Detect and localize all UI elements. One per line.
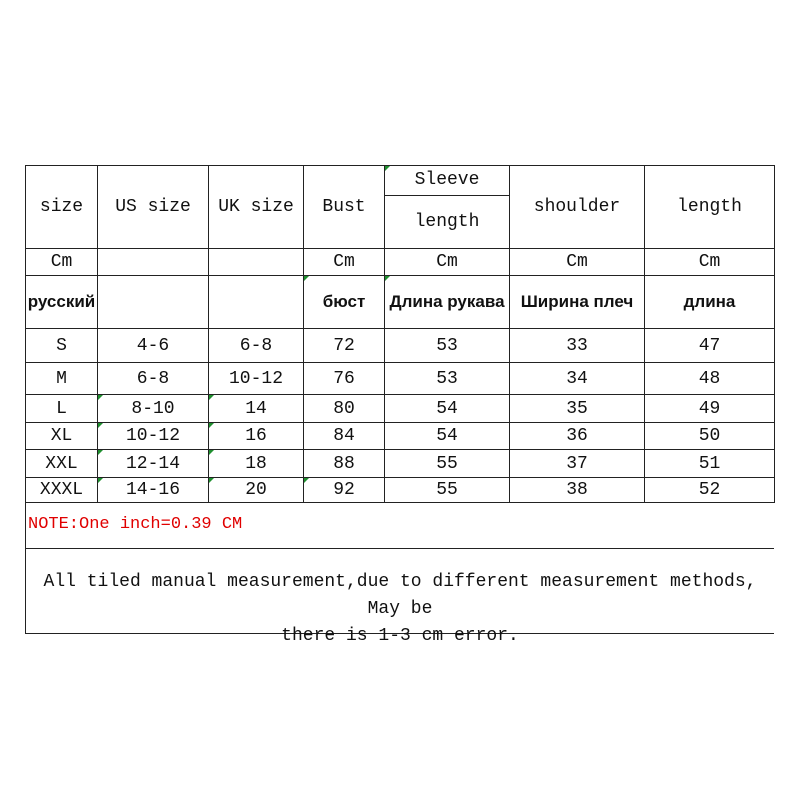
header-us-size: US size xyxy=(98,166,209,249)
header-uk-size: UK size xyxy=(209,166,304,249)
note-row xyxy=(25,501,774,549)
table-row xyxy=(26,329,775,363)
cell-bust: 84 xyxy=(304,423,385,450)
ru-shoulder: Ширина плеч xyxy=(510,276,645,329)
cell-uk-size: 18 xyxy=(209,450,304,478)
cell-shoulder: 35 xyxy=(510,395,645,423)
ru-length: длина xyxy=(645,276,775,329)
table-row xyxy=(26,450,775,478)
header-sleeve-top: Sleeve xyxy=(385,166,509,196)
cell-us-size: 4-6 xyxy=(98,329,209,363)
cell-uk-size: 10-12 xyxy=(209,363,304,395)
cell-us-size: 10-12 xyxy=(98,423,209,450)
cell-sleeve: 55 xyxy=(385,478,510,503)
cell-sleeve: 53 xyxy=(385,329,510,363)
cell-length: 50 xyxy=(645,423,775,450)
header-length: length xyxy=(645,166,775,249)
cell-sleeve: 54 xyxy=(385,423,510,450)
cell-us-size: 14-16 xyxy=(98,478,209,503)
cell-uk-size: 16 xyxy=(209,423,304,450)
cell-bust: 80 xyxy=(304,395,385,423)
unit-row xyxy=(26,249,775,276)
ru-us-size xyxy=(98,276,209,329)
cell-shoulder: 33 xyxy=(510,329,645,363)
cell-length: 47 xyxy=(645,329,775,363)
cell-uk-size: 6-8 xyxy=(209,329,304,363)
cell-shoulder: 38 xyxy=(510,478,645,503)
ru-uk-size xyxy=(209,276,304,329)
table-row xyxy=(26,423,775,450)
size-chart xyxy=(25,165,774,646)
cell-size: S xyxy=(26,329,98,363)
russian-row xyxy=(26,276,775,329)
cell-us-size: 6-8 xyxy=(98,363,209,395)
header-size: size xyxy=(26,166,98,249)
cell-bust: 76 xyxy=(304,363,385,395)
cell-length: 49 xyxy=(645,395,775,423)
unit-bust: Cm xyxy=(304,249,385,276)
cell-shoulder: 34 xyxy=(510,363,645,395)
cell-size: L xyxy=(26,395,98,423)
cell-size: XL xyxy=(26,423,98,450)
table-row xyxy=(26,478,775,503)
header-sleeve-length: length xyxy=(414,212,480,232)
table-row xyxy=(26,395,775,423)
header-row xyxy=(26,166,775,249)
unit-shoulder: Cm xyxy=(510,249,645,276)
ru-sleeve: Длина рукава xyxy=(385,276,510,329)
header-bust: Bust xyxy=(304,166,385,249)
table-row xyxy=(26,363,775,395)
cell-shoulder: 36 xyxy=(510,423,645,450)
unit-size: Cm xyxy=(26,249,98,276)
measurement-remark: All tiled manual measurement,due to different measurement methods, May be there is 1-3 cm error. xyxy=(25,549,774,634)
cell-bust: 72 xyxy=(304,329,385,363)
size-table xyxy=(25,165,775,503)
cell-bust: 92 xyxy=(304,478,385,503)
cell-us-size: 12-14 xyxy=(98,450,209,478)
unit-length: Cm xyxy=(645,249,775,276)
cell-length: 52 xyxy=(645,478,775,503)
conversion-note: NOTE:One inch=0.39 CM xyxy=(28,515,243,534)
cell-bust: 88 xyxy=(304,450,385,478)
ru-bust: бюст xyxy=(304,276,385,329)
unit-sleeve: Cm xyxy=(385,249,510,276)
cell-sleeve: 53 xyxy=(385,363,510,395)
unit-us-size xyxy=(98,249,209,276)
cell-shoulder: 37 xyxy=(510,450,645,478)
cell-uk-size: 14 xyxy=(209,395,304,423)
cell-size: M xyxy=(26,363,98,395)
ru-size: русский xyxy=(26,276,98,329)
cell-length: 48 xyxy=(645,363,775,395)
cell-sleeve: 55 xyxy=(385,450,510,478)
unit-uk-size xyxy=(209,249,304,276)
cell-length: 51 xyxy=(645,450,775,478)
cell-uk-size: 20 xyxy=(209,478,304,503)
header-sleeve xyxy=(385,166,510,249)
header-shoulder: shoulder xyxy=(510,166,645,249)
cell-size: XXXL xyxy=(26,478,98,503)
cell-sleeve: 54 xyxy=(385,395,510,423)
cell-size: XXL xyxy=(26,450,98,478)
cell-us-size: 8-10 xyxy=(98,395,209,423)
